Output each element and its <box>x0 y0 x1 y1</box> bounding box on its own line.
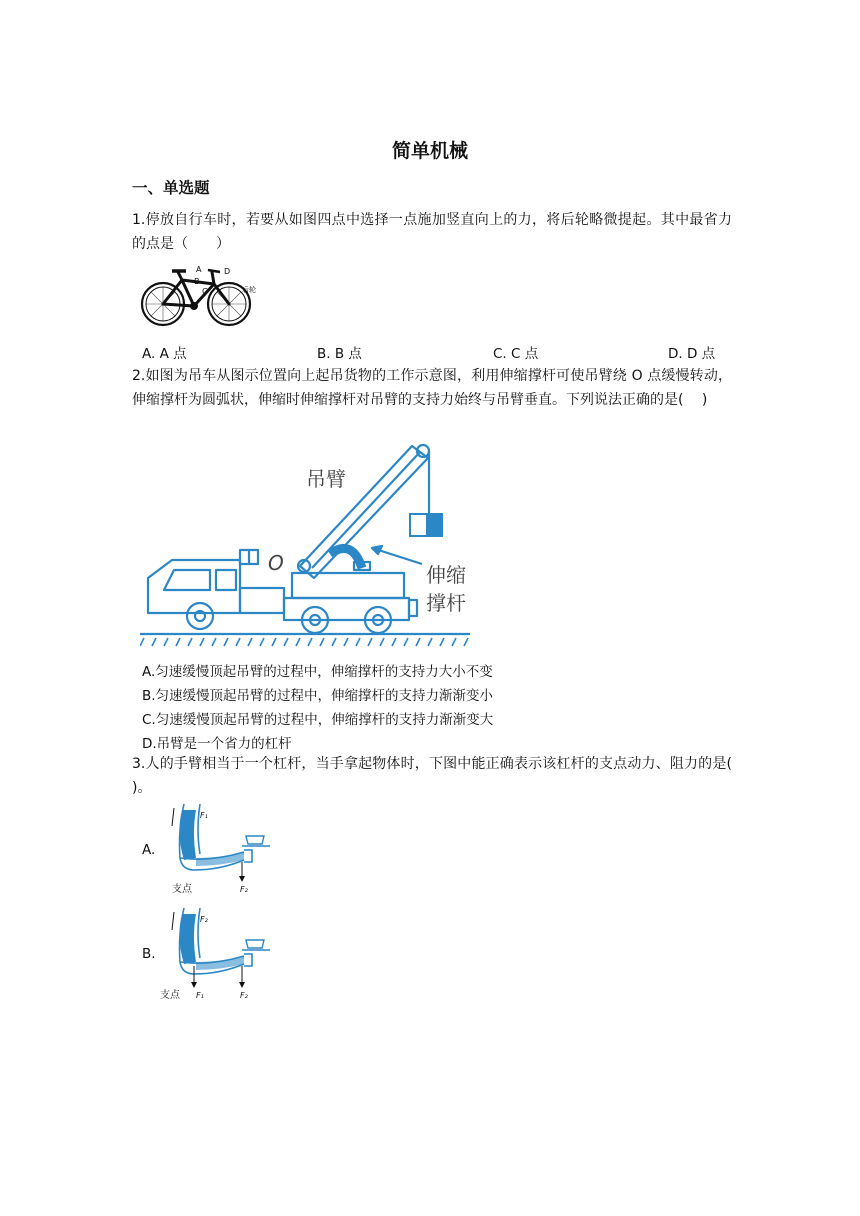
bike-label-a: A <box>196 265 202 274</box>
page-title: 简单机械 <box>391 140 468 162</box>
arm-figure-a <box>160 800 280 896</box>
q1-option-b: B. B 点 <box>317 346 362 362</box>
bike-label-c: C <box>202 287 208 296</box>
arm-a-label-f2: F₂ <box>240 885 248 894</box>
question-3-stem: 3.人的手臂相当于一个杠杆，当手拿起物体时，下图中能正确表示该杠杆的支点动力、阻力的是( )。 <box>132 756 751 796</box>
crane-label-telescopic-1: 伸缩 <box>426 563 466 587</box>
arm-a-label-fulcrum: 支点 <box>172 884 192 895</box>
arm-b-label-top-f2: F₂ <box>200 915 208 924</box>
arm-b-label-f1: F₁ <box>196 991 204 1000</box>
crane-label-telescopic-2: 撑杆 <box>426 591 466 615</box>
arm-b-label-f2: F₂ <box>240 991 248 1000</box>
q3-option-b-label: B. <box>142 946 156 962</box>
q2-option-c: C.匀速缓慢顶起吊臂的过程中，伸缩撑杆的支持力渐渐变大 <box>142 712 494 728</box>
bike-label-d: D <box>224 267 231 276</box>
arm-figure-b <box>156 904 280 1002</box>
arm-b-label-fulcrum: 支点 <box>160 990 180 1001</box>
q2-option-d: D.吊臂是一个省力的杠杆 <box>142 736 292 752</box>
bike-label-b: B <box>194 277 200 286</box>
crane-figure <box>140 438 490 650</box>
section-heading: 一、单选题 <box>132 179 210 197</box>
arm-a-label-f1: F₁ <box>200 811 208 820</box>
q1-option-d: D. D 点 <box>668 346 716 362</box>
bicycle-figure <box>136 262 266 330</box>
q1-option-c: C. C 点 <box>493 346 539 362</box>
crane-label-o: O <box>268 551 284 575</box>
question-1-stem: 1.停放自行车时，若要从如图四点中选择一点施加竖直向上的力，将后轮略微提起。其中最省力的点是（ ） <box>132 212 732 252</box>
q3-option-a-label: A. <box>142 842 156 858</box>
q2-option-b: B.匀速缓慢顶起吊臂的过程中，伸缩撑杆的支持力渐渐变小 <box>142 688 494 704</box>
bike-label-rear-wheel: 后轮 <box>242 286 256 294</box>
question-2-stem: 2.如图为吊车从图示位置向上起吊货物的工作示意图，利用伸缩撑杆可使吊臂绕 O 点缓慢转动，伸缩撑杆为圆弧状，伸缩时伸缩撑杆对吊臂的支持力始终与吊臂垂直。下列说法正确的是( ) <box>132 368 732 408</box>
crane-label-boom: 吊臂 <box>306 467 346 491</box>
q2-option-a: A.匀速缓慢顶起吊臂的过程中，伸缩撑杆的支持力大小不变 <box>142 664 493 680</box>
q1-option-a: A. A 点 <box>142 346 187 362</box>
